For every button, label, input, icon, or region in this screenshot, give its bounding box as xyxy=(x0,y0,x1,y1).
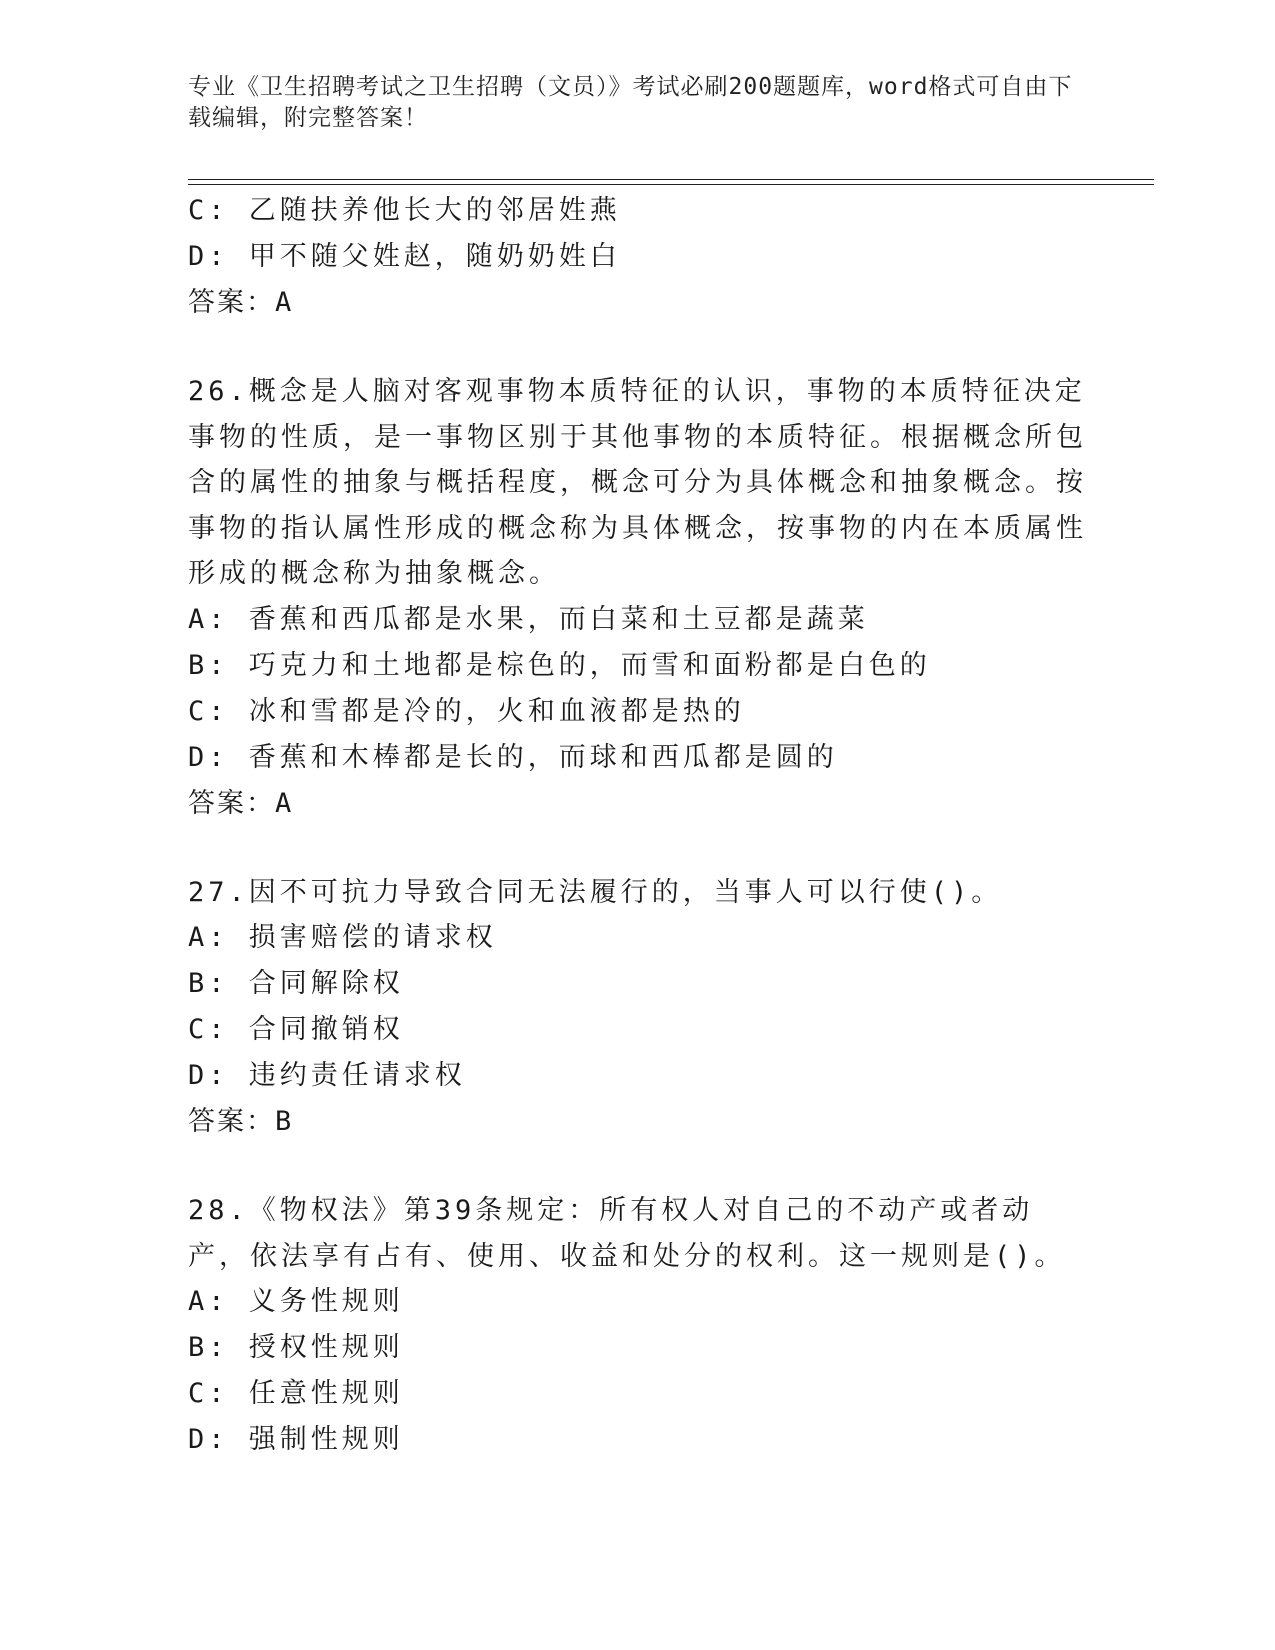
question-text: 28.《物权法》第39条规定：所有权人对自己的不动产或者动产，依法享有占有、使用、收益和处分的权利。这一规则是()。 xyxy=(188,1195,1066,1272)
question-28 xyxy=(188,1188,1088,1463)
option-a: A: 义务性规则 xyxy=(188,1286,404,1317)
question-26 xyxy=(188,369,1088,827)
question-27 xyxy=(188,870,1088,1146)
header-rule-thick xyxy=(188,179,1154,180)
option-b: B: 授权性规则 xyxy=(188,1332,404,1363)
question-text: 26.概念是人脑对客观事物本质特征的认识，事物的本质特征决定事物的性质，是一事物区别于其他事物的本质特征。根据概念所包含的属性的抽象与概括程度，概念可分为具体概念和抽象概念。按事物的指认属性形成的概念称为具体概念，按事物的内在本质属性形成的概念称为抽象概念。 xyxy=(188,376,1087,589)
option-b: B: 巧克力和土地都是棕色的，而雪和面粉都是白色的 xyxy=(188,649,931,681)
option-d: D: 违约责任请求权 xyxy=(188,1060,466,1091)
option-c: C: 冰和雪都是冷的，火和血液都是热的 xyxy=(188,695,745,727)
answer-line: 答案：A xyxy=(188,287,296,318)
option-c: C: 合同撤销权 xyxy=(188,1014,404,1045)
page-header: 专业《卫生招聘考试之卫生招聘（文员）》考试必刷200题题库，word格式可自由下载编辑，附完整答案！ xyxy=(188,74,1073,131)
option-d: D: 强制性规则 xyxy=(188,1424,404,1455)
option-d: D: 甲不随父姓赵，随奶奶姓白 xyxy=(188,241,621,272)
header-rule-thin xyxy=(188,184,1154,185)
option-a: A: 香蕉和西瓜都是水果，而白菜和土豆都是蔬菜 xyxy=(188,603,869,635)
option-a: A: 损害赔偿的请求权 xyxy=(188,922,497,953)
question-text: 27.因不可抗力导致合同无法履行的，当事人可以行使()。 xyxy=(188,876,1003,908)
option-c: C: 任意性规则 xyxy=(188,1378,404,1409)
option-b: B: 合同解除权 xyxy=(188,968,404,999)
answer-line: 答案：B xyxy=(188,1106,296,1137)
question-content xyxy=(188,188,1088,1463)
continued-question xyxy=(188,188,1088,326)
option-d: D: 香蕉和木棒都是长的，而球和西瓜都是圆的 xyxy=(188,741,838,773)
option-c: C: 乙随扶养他长大的邻居姓燕 xyxy=(188,195,621,226)
answer-line: 答案：A xyxy=(188,787,296,819)
